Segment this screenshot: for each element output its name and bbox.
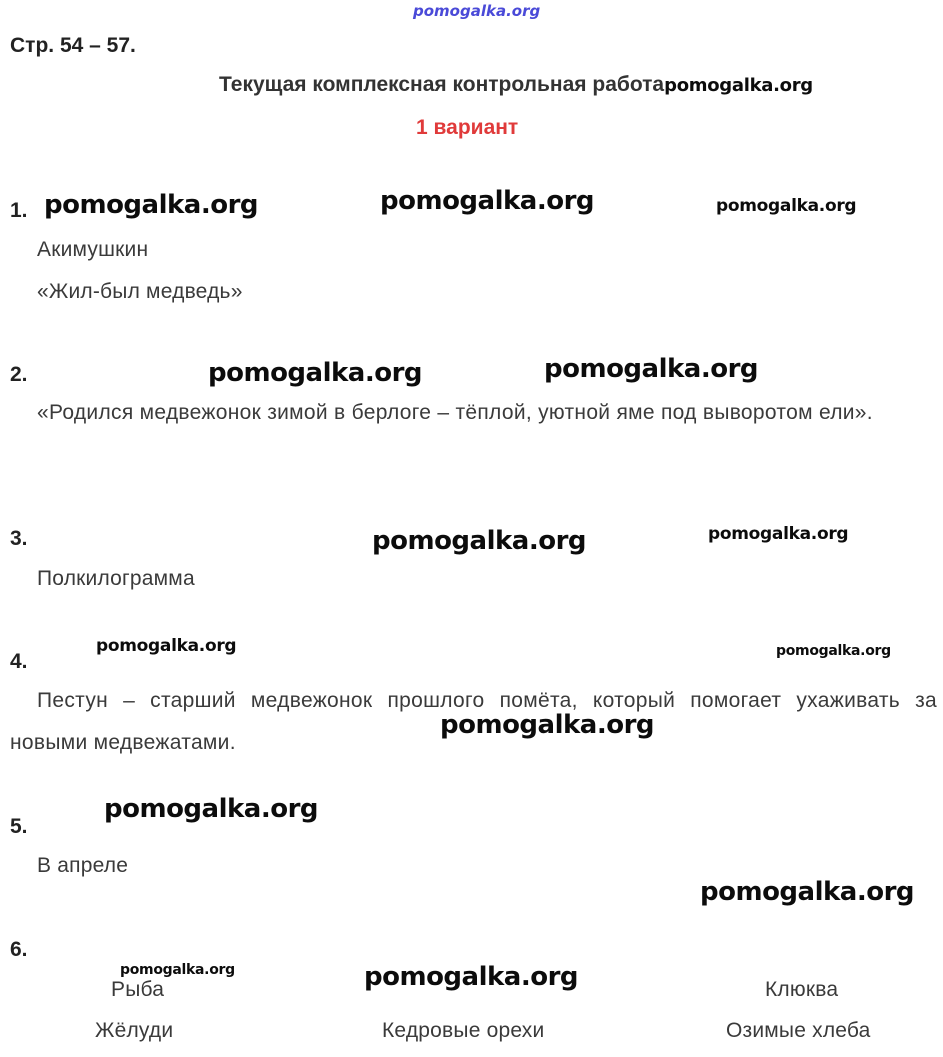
- food-item: Озимые хлеба: [726, 1019, 871, 1042]
- watermark: pomogalka.org: [776, 643, 891, 659]
- question-1-number: 1.: [10, 199, 28, 222]
- question-3-number: 3.: [10, 527, 28, 550]
- watermark: pomogalka.org: [380, 186, 595, 216]
- question-5-number: 5.: [10, 815, 28, 838]
- watermark: pomogalka.org: [208, 358, 423, 388]
- watermark: pomogalka.org: [364, 962, 579, 992]
- watermark: pomogalka.org: [440, 710, 655, 740]
- food-item: Кедровые орехи: [382, 1019, 545, 1042]
- food-item: Рыба: [111, 978, 165, 1001]
- question-1-answer-line-2: «Жил-был медведь»: [37, 280, 243, 303]
- title-text: Текущая комплексная контрольная работа: [219, 73, 665, 96]
- watermark: pomogalka.org: [372, 526, 587, 556]
- watermark: pomogalka.org: [700, 877, 915, 907]
- watermark: pomogalka.org: [104, 794, 319, 824]
- top-watermark: pomogalka.org: [413, 2, 541, 20]
- question-2-answer: «Родился медвежонок зимой в берлоге – тёплой, уютной яме под выворотом ели».: [37, 401, 873, 424]
- document-title: [219, 73, 813, 97]
- question-5-answer: В апреле: [37, 854, 129, 877]
- question-2-number: 2.: [10, 363, 28, 386]
- watermark: pomogalka.org: [44, 190, 259, 220]
- watermark: pomogalka.org: [544, 354, 759, 384]
- question-3-answer: Полкилограмма: [37, 567, 195, 590]
- watermark: pomogalka.org: [120, 962, 235, 978]
- question-4-number: 4.: [10, 650, 28, 673]
- title-watermark: pomogalka.org: [664, 75, 813, 96]
- watermark: pomogalka.org: [708, 524, 849, 544]
- food-item: Клюква: [765, 978, 839, 1001]
- question-4-answer: Пестун – старший медвежонок прошлого помёта, который помогает ухаживать за новыми медвежатами.: [10, 689, 937, 754]
- question-6-number: 6.: [10, 938, 28, 961]
- watermark: pomogalka.org: [716, 196, 857, 216]
- food-item: Жёлуди: [95, 1019, 174, 1042]
- watermark: pomogalka.org: [96, 636, 237, 656]
- variant-label: 1 вариант: [416, 116, 519, 139]
- question-1-answer-line-1: Акимушкин: [37, 238, 149, 261]
- page-reference: Стр. 54 – 57.: [10, 34, 136, 57]
